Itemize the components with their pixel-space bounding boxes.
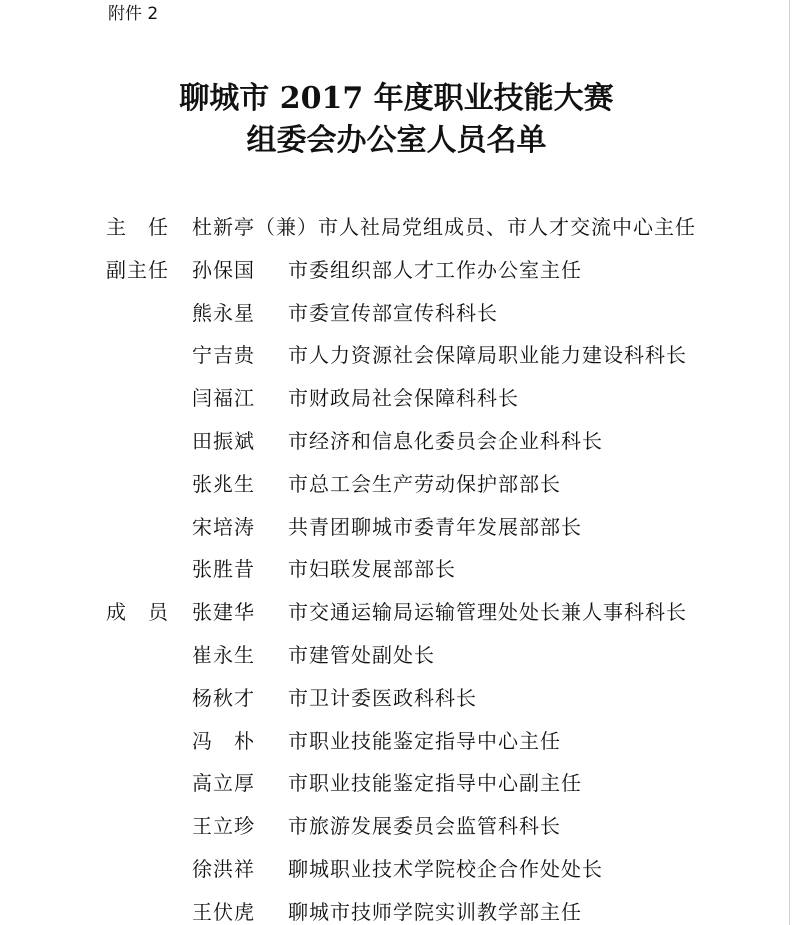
member-duty: 市交通运输局运输管理处处长兼人事科科长 [288,600,687,625]
member-duty: 聊城市技师学院实训教学部主任 [288,899,582,924]
roster-row [106,550,766,593]
roster-row [106,251,766,294]
roster-row [106,722,766,765]
member-duty: 市职业技能鉴定指导中心副主任 [288,771,582,796]
document-title-line-1: 聊城市 2017 年度职业技能大赛 [179,81,614,116]
member-duty: 市建管处副处长 [288,642,435,667]
member-name: 徐洪祥 [192,856,255,881]
member-name: 张胜昔 [192,557,255,582]
member-name: 宁吉贵 [192,343,255,368]
staff-roster [106,208,766,925]
member-duty: 共青团聊城市委青年发展部部长 [288,514,582,539]
document-title-line-2: 组委会办公室人员名单 [246,123,547,158]
roster-row [106,764,766,807]
role-label: 副主任 [106,257,169,282]
member-duty: 市经济和信息化委员会企业科科长 [288,428,603,453]
member-name: 张兆生 [192,471,255,496]
member-duty: 市旅游发展委员会监管科科长 [288,814,561,839]
member-duty: 市人力资源社会保障局职业能力建设科科长 [288,343,687,368]
roster-row-director [106,208,766,251]
member-name: 王伏虎 [192,899,255,924]
member-duty: 聊城职业技术学院校企合作处处长 [288,856,603,881]
member-name: 冯 朴 [192,728,255,753]
member-name: 孙保国 [192,257,255,282]
member-duty: 市卫计委医政科科长 [288,685,477,710]
attachment-label: 附件 2 [108,4,159,24]
roster-row [106,593,766,636]
member-name: 熊永星 [192,300,255,325]
member-duty: 市职业技能鉴定指导中心主任 [288,728,561,753]
roster-row [106,294,766,337]
roster-row [106,336,766,379]
member-name: 田振斌 [192,428,255,453]
member-duty: 市委宣传部宣传科科长 [288,300,498,325]
roster-row [106,893,766,925]
member-duty: 市妇联发展部部长 [288,557,456,582]
member-duty: 市人社局党组成员、市人才交流中心主任 [318,215,696,239]
member-name: 崔永生 [192,642,255,667]
roster-row [106,807,766,850]
member-name: 闫福江 [192,386,255,411]
member-name: 王立珍 [192,814,255,839]
roster-row [106,679,766,722]
member-duty: 市财政局社会保障科科长 [288,386,519,411]
member-duty: 市委组织部人才工作办公室主任 [288,257,582,282]
role-label: 主 任 [106,215,169,239]
role-label: 成 员 [106,600,169,625]
member-name: 高立厚 [192,771,255,796]
member-name: 宋培涛 [192,514,255,539]
roster-row [106,379,766,422]
roster-row [106,850,766,893]
member-name-and-duty [192,208,696,246]
roster-row [106,465,766,508]
roster-row [106,508,766,551]
member-name: 杨秋才 [192,685,255,710]
member-duty: 市总工会生产劳动保护部部长 [288,471,561,496]
roster-row [106,422,766,465]
roster-row [106,636,766,679]
member-name: 杜新亭（兼） [192,215,318,239]
member-name: 张建华 [192,600,255,625]
